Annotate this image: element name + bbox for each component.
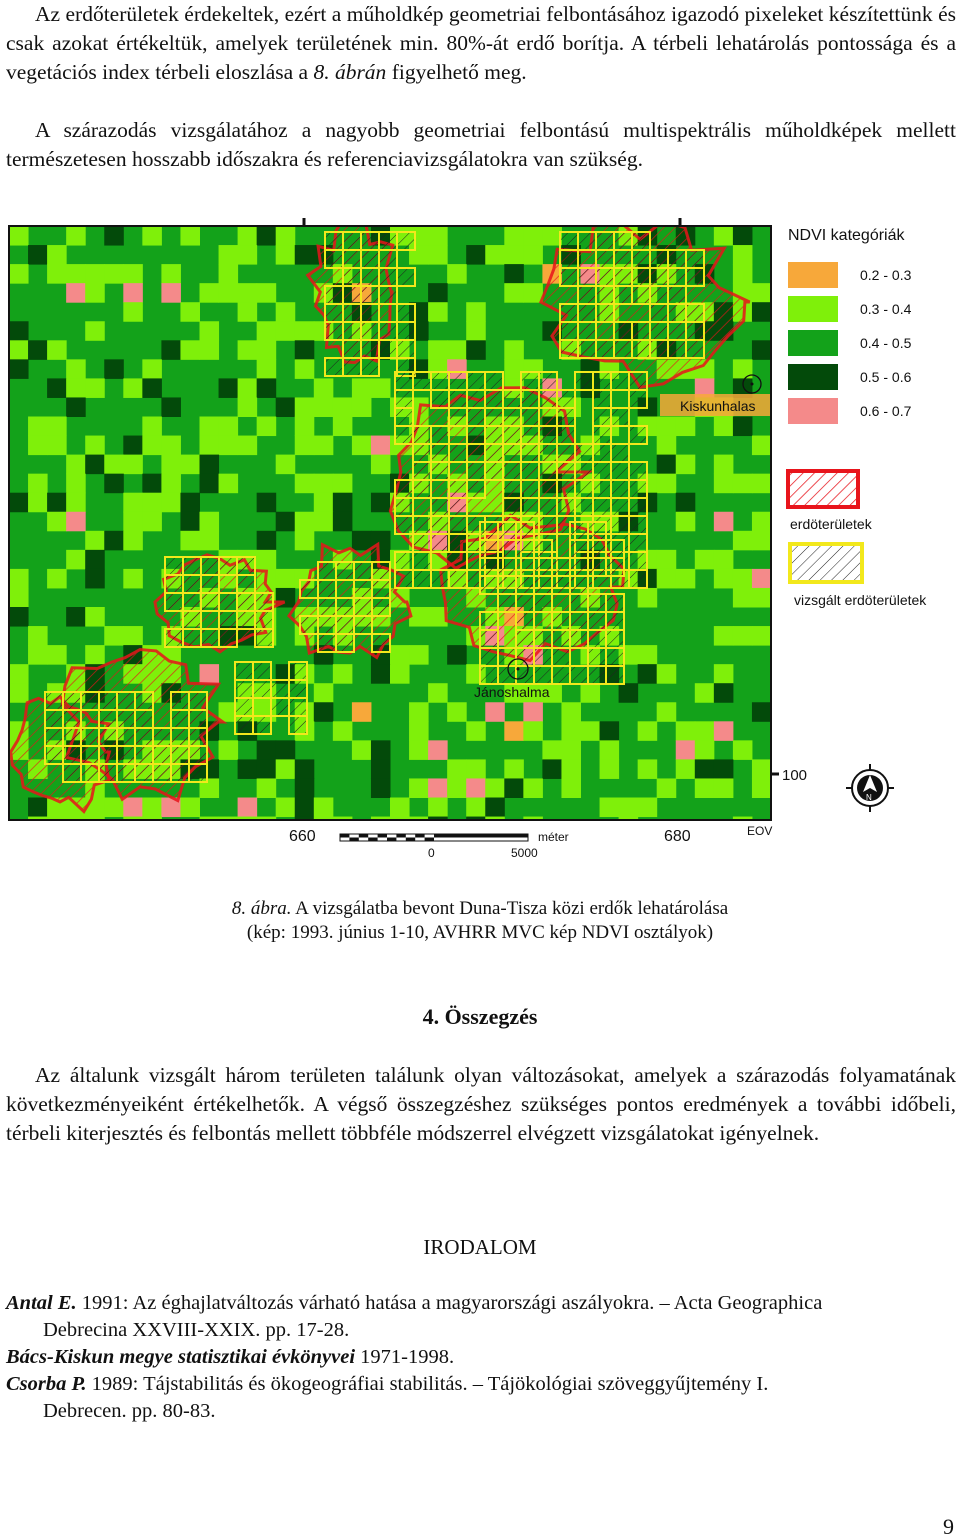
scale-bar [340, 834, 528, 841]
legend-swatch [788, 398, 838, 424]
legend-swatch [788, 262, 838, 288]
section-body: Az általunk vizsgált három területen találunk olyan változásokat, amelyek a szárazodás folyamatának következményeiként értékelhetők. A végső összegzéshez szükséges pontos eredmények a további időbeli, térbeli kiterjesztés és felbontás mellett többféle módszerrel elvégzett vizsgálatokat igényelnek. [6, 1063, 956, 1145]
janoshalma-label: Jánoshalma [474, 684, 550, 700]
x-label-660: 660 [289, 828, 316, 845]
legend-label: 0.6 - 0.7 [860, 403, 912, 419]
intro-text-1: Az erdőterületek érdekeltek, ezért a műholdkép geometriai felbontásához igazodó pixeleket készítettünk és csak azokat értékeltük, amelyek területének min. 80%-át erdő borítja. A térbeli lehatárolás pontossága és a vegetációs index térbeli eloszlása a [6, 2, 956, 84]
reference-text: 1971-1998. [355, 1346, 455, 1368]
legend-label: 0.3 - 0.4 [860, 301, 912, 317]
references-heading: IRODALOM [423, 1235, 537, 1259]
ndvi-legend [788, 262, 912, 424]
kiskunhalas-label: Kiskunhalas [680, 398, 756, 414]
legend-swatch [788, 296, 838, 322]
reference-continuation: Debrecen. pp. 80-83. [43, 1400, 216, 1422]
crs-label: EOV [747, 824, 773, 838]
reference-continuation: Debrecina XXVIII-XXIX. pp. 17-28. [43, 1319, 350, 1341]
legend-studied-label: vizsgált erdöterületek [794, 592, 927, 608]
page-number: 9 [943, 1514, 954, 1539]
legend-label: 0.4 - 0.5 [860, 335, 912, 351]
figure-reference: 8. ábrán [313, 60, 387, 84]
map-graphic [0, 212, 960, 872]
legend-label: 0.2 - 0.3 [860, 267, 912, 283]
reference-author: Antal E. [6, 1292, 77, 1314]
caption-text: A vizsgálatba bevont Duna-Tisza közi erdők lehatárolása [291, 898, 729, 919]
reference-item [6, 1371, 956, 1425]
north-arrow-icon [846, 764, 894, 812]
legend-forest-hatch [788, 471, 858, 507]
y-label-100: 100 [782, 767, 808, 784]
svg-text:N: N [866, 793, 872, 802]
intro-paragraph-1 [6, 0, 956, 87]
figure-caption-line-1 [0, 897, 960, 921]
reference-text: 1989: Tájstabilitás és ökogeográfiai stabilitás. – Tájökológiai szöveggyűjtemény I. [86, 1373, 769, 1395]
intro-paragraph-2: A szárazodás vizsgálatához a nagyobb geometriai felbontású multispektrális műholdképek mellett természetesen hosszabb időszakra és referenciavizsgálatokra van szükség. [6, 118, 956, 171]
figure-caption-line-2: (kép: 1993. június 1-10, AVHRR MVC kép NDVI osztályok) [246, 922, 714, 943]
figure-ndvi-map [0, 212, 960, 872]
reference-text: 1991: Az éghajlatváltozás várható hatása a magyarországi aszályokra. – Acta Geographica [76, 1292, 823, 1314]
legend-forest-label: erdöterületek [790, 516, 872, 532]
legend-title: NDVI kategóriák [788, 227, 905, 244]
scale-end: 5000 [511, 846, 538, 860]
section-heading: 4. Összegzés [422, 1004, 538, 1029]
figure-label: 8. ábra. [231, 898, 292, 919]
reference-author: Csorba P. [6, 1373, 87, 1395]
legend-swatch [788, 364, 838, 390]
scale-start: 0 [428, 846, 435, 860]
intro-text-1-end: figyelhető meg. [386, 60, 527, 84]
legend-swatch [788, 330, 838, 356]
reference-item [6, 1290, 956, 1344]
scale-unit: méter [538, 830, 569, 844]
reference-item [6, 1344, 956, 1371]
x-label-680: 680 [664, 828, 691, 845]
legend-studied-hatch [790, 544, 862, 582]
legend-label: 0.5 - 0.6 [860, 369, 912, 385]
reference-author: Bács-Kiskun megye statisztikai évkönyvei [6, 1346, 356, 1368]
